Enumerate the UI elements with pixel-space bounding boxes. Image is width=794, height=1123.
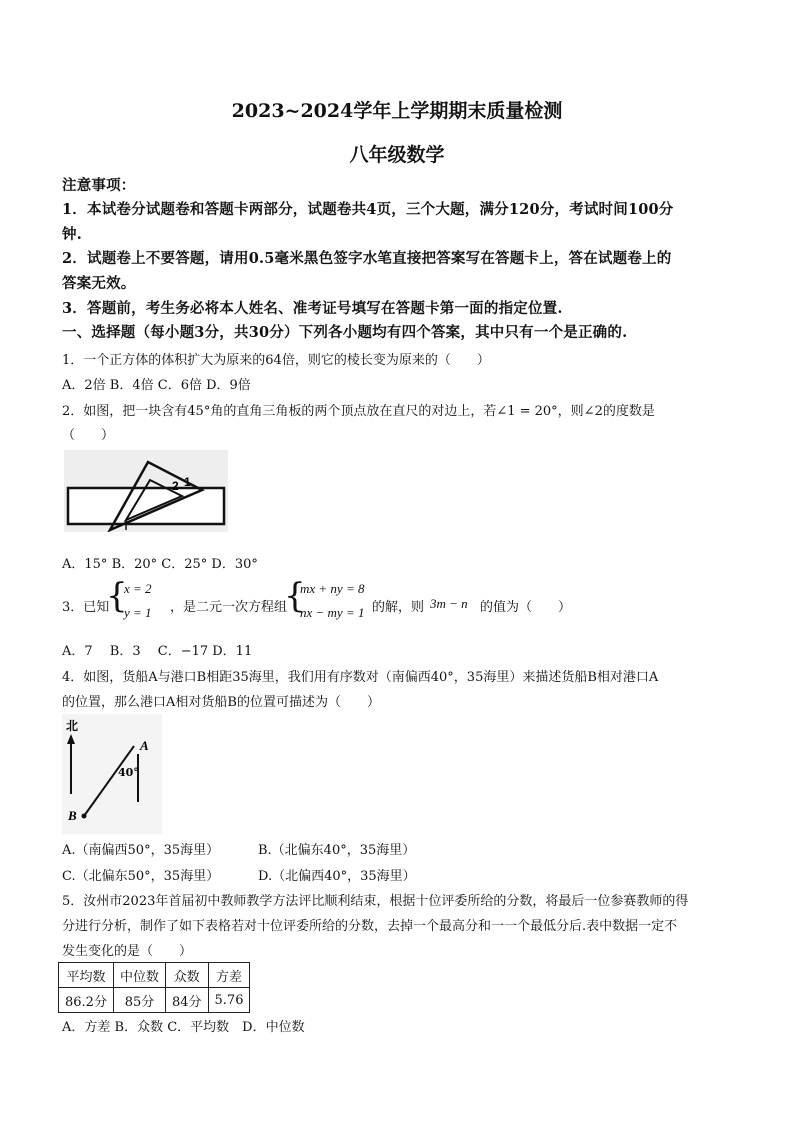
table-header-cell: 众数 xyxy=(165,963,208,988)
note-3: 3．答题前，考生务必将本人姓名、准考证号填写在答题卡第一面的指定位置. xyxy=(62,300,563,317)
notes-heading: 注意事项： xyxy=(62,177,136,194)
q4-stem-line-1: 4．如图，货船A与港口B相距35海里，我们用有序数对（南偏西40°，35海里）来描述货船B相对港口A xyxy=(62,670,659,685)
q3-solution-y: y = 1 xyxy=(124,605,152,620)
table-row xyxy=(59,988,250,1013)
q5-stem-line-2: 分进行分析，制作了如下表格若对十位评委所给的分数，去掉一个最高分和一一个最低分后.表中数据一定不 xyxy=(62,919,678,934)
q5-stem-line-3: 发生变化的是（ ） xyxy=(62,944,193,959)
point-b-label: B xyxy=(68,808,77,823)
table-cell: 85分 xyxy=(113,988,165,1013)
north-label: 北 xyxy=(66,719,79,733)
q1-stem: 1．一个正方体的体积扩大为原来的64倍，则它的棱长变为原来的（ ） xyxy=(62,353,490,368)
note-1-line-2: 钟. xyxy=(62,226,82,243)
q3-system-brace: { xyxy=(284,576,306,616)
q3-suffix-b: 的值为（ ） xyxy=(480,600,572,615)
angle-2-label: 2 xyxy=(172,479,179,493)
q5-stem-line-1: 5．汝州市2023年首届初中教师教学方法评比顺利结束，根据十位评委所给的分数，将最后一位参赛教师的得 xyxy=(62,894,689,909)
table-cell: 84分 xyxy=(165,988,208,1013)
exam-subject: 八年级数学 xyxy=(349,144,445,166)
q2-stem-line-1: 2．如图，把一块含有45°角的直角三角板的两个顶点放在直尺的对边上，若∠1 = 20°，则∠2的度数是 xyxy=(62,404,655,419)
q3-equation-2: nx − my = 1 xyxy=(300,605,365,620)
table-header-row xyxy=(59,963,250,988)
point-a-label: A xyxy=(140,738,149,753)
q2-ruler-triangle-figure xyxy=(64,450,228,532)
q4-option-d: D.（北偏西40°，35海里） xyxy=(258,869,416,884)
note-2-line-2: 答案无效。 xyxy=(62,275,136,292)
exam-title: 2023~2024学年上学期期末质量检测 xyxy=(231,100,563,122)
note-1-line-1: 1．本试卷分试题卷和答题卡两部分，试题卷共4页，三个大题，满分120分，考试时间100分 xyxy=(62,201,674,218)
q3-equation-1: mx + ny = 8 xyxy=(300,581,365,596)
section-1-heading: 一、选择题（每小题3分，共30分）下列各小题均有四个答案，其中只有一个是正确的. xyxy=(62,324,628,341)
q3-options: A．7 B．3 C．−17 D．11 xyxy=(62,644,253,659)
q3-expression: 3m − n xyxy=(430,596,468,611)
angle-1-label: 1 xyxy=(184,475,191,489)
q1-options: A．2倍 B．4倍 C．6倍 D．9倍 xyxy=(62,378,251,393)
q5-options: A．方差 B．众数 C．平均数 D．中位数 xyxy=(62,1020,305,1035)
table-cell: 5.76 xyxy=(208,988,250,1013)
q3-prefix: 3．已知 xyxy=(62,600,110,615)
ruler xyxy=(68,488,224,524)
q3-solution-brace: { xyxy=(106,576,128,616)
q3-suffix-a: 的解，则 xyxy=(372,600,425,615)
point-b xyxy=(82,814,87,819)
q3-middle: ，是二元一次方程组 xyxy=(170,600,288,615)
table-header-cell: 中位数 xyxy=(113,963,165,988)
table-cell: 86.2分 xyxy=(59,988,114,1013)
table-header-cell: 平均数 xyxy=(59,963,114,988)
q3-solution-x: x = 2 xyxy=(124,581,152,596)
table-header-cell: 方差 xyxy=(208,963,250,988)
q2-options: A．15° B．20° C．25° D．30° xyxy=(62,557,258,572)
q4-option-a: A.（南偏西50°，35海里） xyxy=(62,843,220,858)
q4-direction-figure xyxy=(62,714,162,834)
angle-40-label: 40° xyxy=(118,766,139,779)
q5-stats-table xyxy=(58,962,250,1013)
q4-stem-line-2: 的位置，那么港口A相对货船B的位置可描述为（ ） xyxy=(62,695,380,710)
note-2-line-1: 2．试题卷上不要答题，请用0.5毫米黑色签字水笔直接把答案写在答题卡上，答在试题卷上的 xyxy=(62,250,672,267)
q2-stem-line-2: （ ） xyxy=(62,428,115,443)
q4-option-b: B.（北偏东40°，35海里） xyxy=(258,843,416,858)
q4-option-c: C.（北偏东50°，35海里） xyxy=(62,869,220,884)
